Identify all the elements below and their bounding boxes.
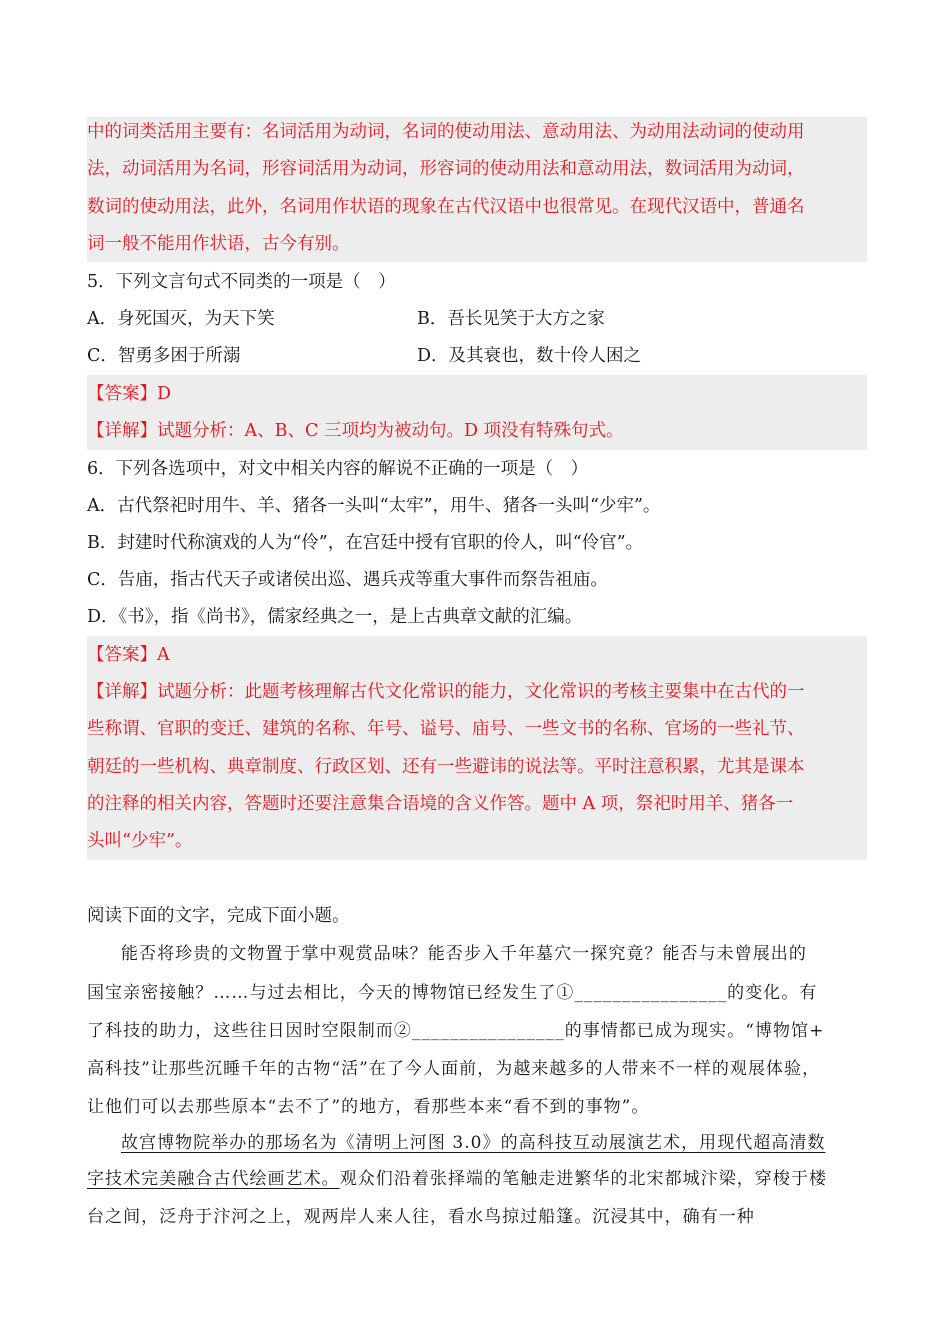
q5-detail: 【详解】试题分析：A、B、C 三项均为被动句。D 项没有特殊句式。	[87, 421, 624, 441]
explanation-line: 数词的使动用法，此外，名词用作状语的现象在古代汉语中也很常见。在现代汉语中，普通名	[87, 197, 805, 217]
q6-detail-line: 头叫“少牢”。	[87, 831, 193, 851]
reading-instruction: 阅读下面的文字，完成下面小题。	[87, 906, 350, 926]
q6-option-b: B．封建时代称演戏的人为“伶”，在宫廷中授有官职的伶人，叫“伶官”。	[87, 533, 644, 553]
explanation-line: 中的词类活用主要有：名词活用为动词，名词的使动用法、意动用法、为动用法动词的使动用	[87, 122, 805, 142]
q6-detail-line: 的注释的相关内容，答题时还要注意集合语境的含义作答。题中 A 项，祭祀时用羊、猪各一	[87, 794, 794, 814]
passage-line: 国宝亲密接触？……与过去相比，今天的博物馆已经发生了①________________的变化。有	[87, 983, 818, 1003]
q5-option-d: D．及其衰也，数十伶人困之	[417, 346, 642, 366]
passage-line-underlined: 故宫博物院举办的那场名为《清明上河图 3.0》的高科技互动展演艺术，用现代超高清数	[121, 1133, 826, 1153]
passage-line: 了科技的助力，这些往日因时空限制而②________________的事情都已成为现实。“博物馆+	[87, 1021, 825, 1041]
q6-detail-line: 【详解】试题分析：此题考核理解古代文化常识的能力，文化常识的考核主要集中在古代的一	[87, 682, 805, 702]
q5-option-b: B．吾长见笑于大方之家	[417, 309, 605, 329]
explanation-line: 词一般不能用作状语，古今有别。	[87, 234, 350, 254]
q5-option-c: C．智勇多困于所溺	[87, 346, 241, 366]
q6-option-d: D．《书》，指《尚书》，儒家经典之一，是上古典章文献的汇编。	[87, 607, 583, 627]
question-5-stem: 5．下列文言句式不同类的一项是（ ）	[87, 272, 396, 292]
q6-detail-line: 朝廷的一些机构、典章制度、行政区划、还有一些避讳的说法等。平时注意积累，尤其是课本	[87, 757, 805, 777]
q6-option-a: A．古代祭祀时用牛、羊、猪各一头叫“太牢”，用牛、猪各一头叫“少牢”。	[87, 496, 661, 516]
passage-line: 能否将珍贵的文物置于掌中观赏品味？能否步入千年墓穴一探究竟？能否与未曾展出的	[121, 944, 807, 964]
passage-line: 字技术完美融合古代绘画艺术。观众们沿着张择端的笔触走进繁华的北宋都城汴梁，穿梭于楼	[87, 1169, 828, 1189]
q6-answer-shade	[87, 636, 867, 860]
q6-answer: 【答案】A	[87, 645, 170, 665]
underlined-sentence-end: 字技术完美融合古代绘画艺术。	[87, 1169, 340, 1189]
q5-answer: 【答案】D	[87, 384, 172, 404]
question-6-stem: 6．下列各选项中，对文中相关内容的解说不正确的一项是（ ）	[87, 459, 589, 479]
passage-line: 台之间，泛舟于汴河之上，观两岸人来人往，看水鸟掠过船篷。沉浸其中，确有一种	[87, 1207, 755, 1227]
q6-detail-line: 些称谓、官职的变迁、建筑的名称、年号、谥号、庙号、一些文书的名称、官场的一些礼节、	[87, 719, 805, 739]
q5-option-a: A．身死国灭，为天下笑	[87, 309, 275, 329]
passage-line: 高科技”让那些沉睡千年的古物“活”在了今人面前，为越来越多的人带来不一样的观展体验，	[87, 1059, 821, 1079]
passage-line: 让他们可以去那些原本“去不了”的地方，看那些本来“看不到的事物”。	[87, 1097, 650, 1117]
explanation-line: 法，动词活用为名词，形容词活用为动词，形容词的使动用法和意动用法，数词活用为动词，	[87, 159, 805, 179]
q6-option-c: C．告庙，指古代天子或诸侯出巡、遇兵戎等重大事件而祭告祖庙。	[87, 570, 608, 590]
